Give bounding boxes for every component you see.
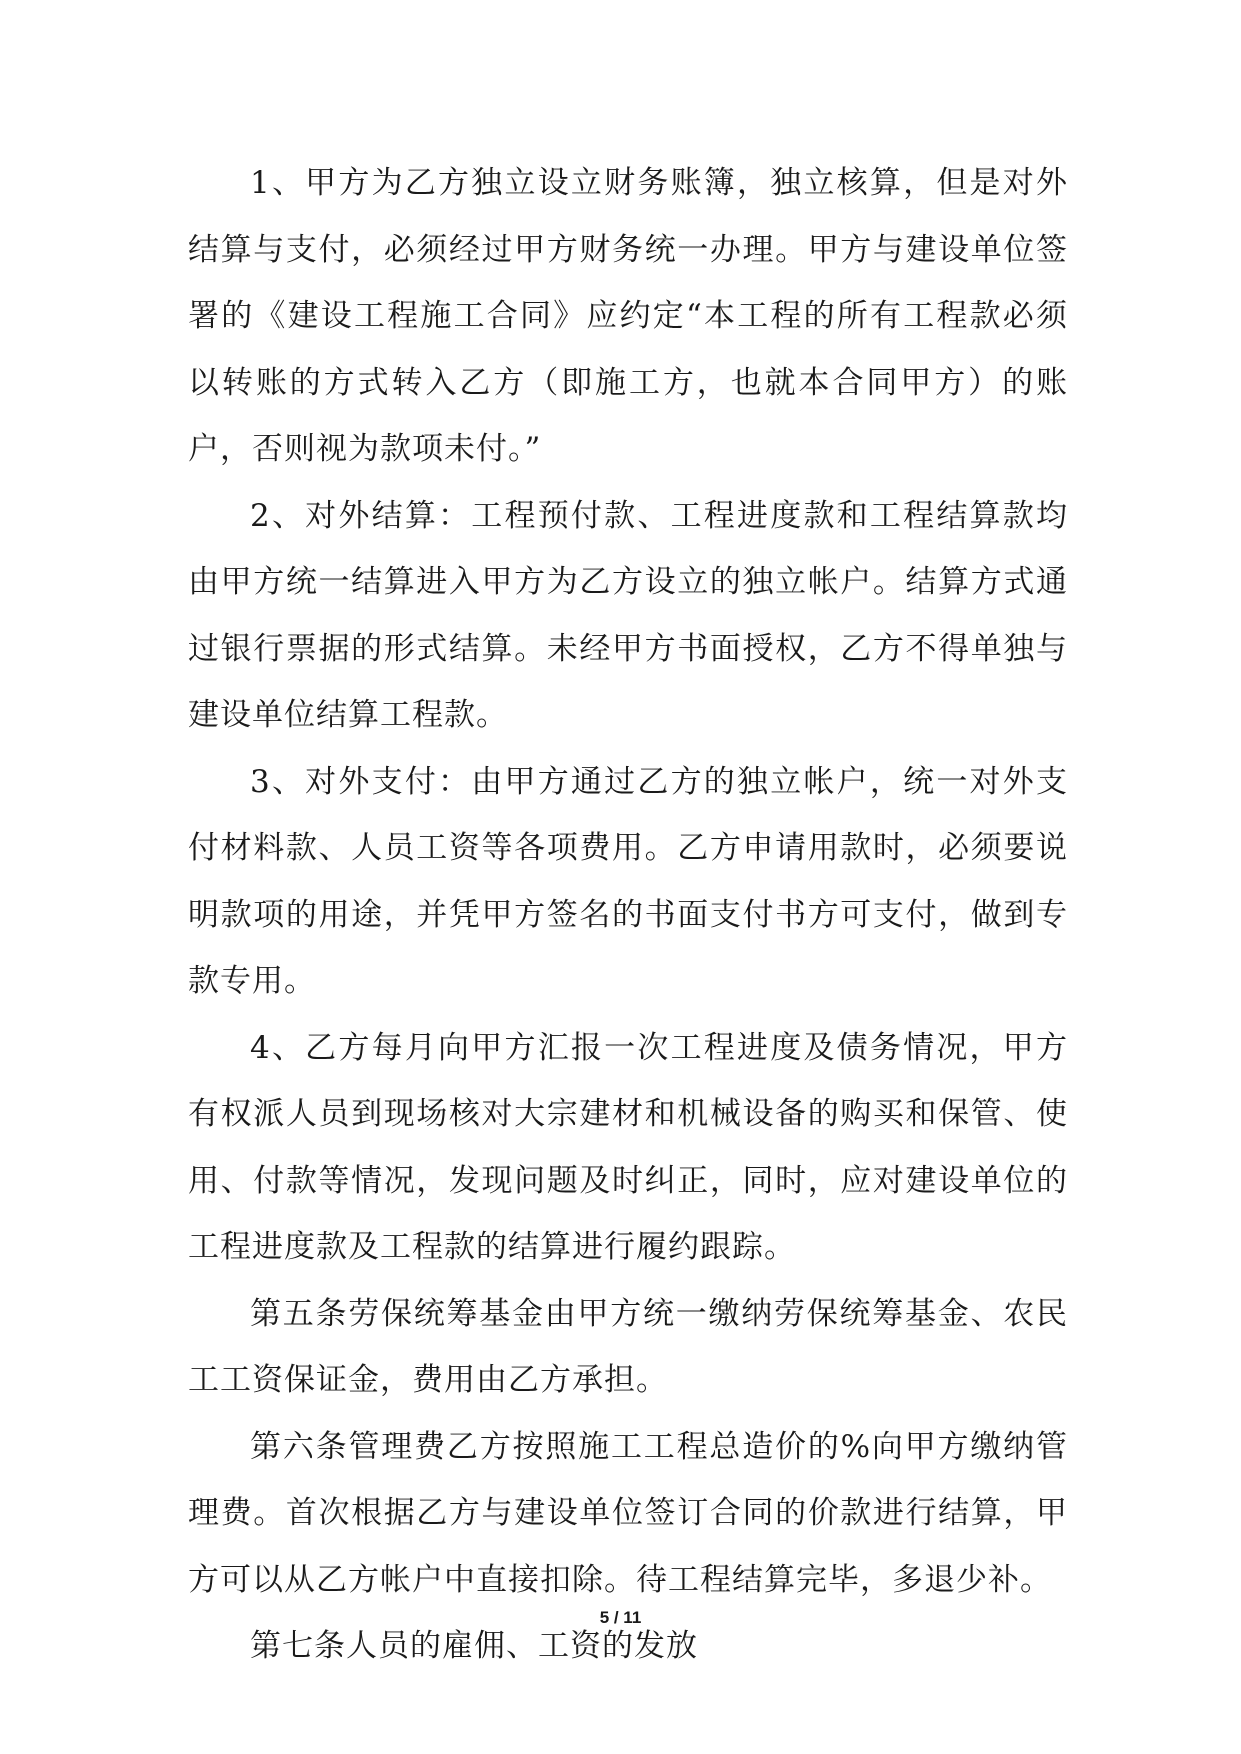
paragraph-clause-4: 4、乙方每月向甲方汇报一次工程进度及债务情况，甲方有权派人员到现场核对大宗建材和机械设备的购买和保管、使用、付款等情况，发现问题及时纠正，同时，应对建设单位的工程进度款及工程款的结算进行履约跟踪。 bbox=[188, 1029, 1068, 1265]
paragraph-clause-1: 1、甲方为乙方独立设立财务账簿，独立核算，但是对外结算与支付，必须经过甲方财务统一办理。甲方与建设单位签署的《建设工程施工合同》应约定“本工程的所有工程款必须以转账的方式转入乙方（即施工方，也就本合同甲方）的账户，否则视为款项未付。” bbox=[188, 165, 1068, 467]
document-body bbox=[188, 150, 1068, 1680]
paragraph-article-7: 第七条人员的雇佣、工资的发放 bbox=[250, 1628, 698, 1664]
paragraph-clause-3: 3、对外支付：由甲方通过乙方的独立帐户，统一对外支付材料款、人员工资等各项费用。乙方申请用款时，必须要说明款项的用途，并凭甲方签名的书面支付书方可支付，做到专款专用。 bbox=[188, 763, 1068, 999]
paragraph-article-5: 第五条劳保统筹基金由甲方统一缴纳劳保统筹基金、农民工工资保证金，费用由乙方承担。 bbox=[188, 1295, 1068, 1398]
paragraph-clause-2: 2、对外结算：工程预付款、工程进度款和工程结算款均由甲方统一结算进入甲方为乙方设立的独立帐户。结算方式通过银行票据的形式结算。未经甲方书面授权，乙方不得单独与建设单位结算工程款。 bbox=[188, 497, 1068, 733]
paragraph-article-6: 第六条管理费乙方按照施工工程总造价的%向甲方缴纳管理费。首次根据乙方与建设单位签订合同的价款进行结算，甲方可以从乙方帐户中直接扣除。待工程结算完毕，多退少补。 bbox=[188, 1428, 1068, 1598]
page-number: 5 / 11 bbox=[599, 1608, 642, 1627]
